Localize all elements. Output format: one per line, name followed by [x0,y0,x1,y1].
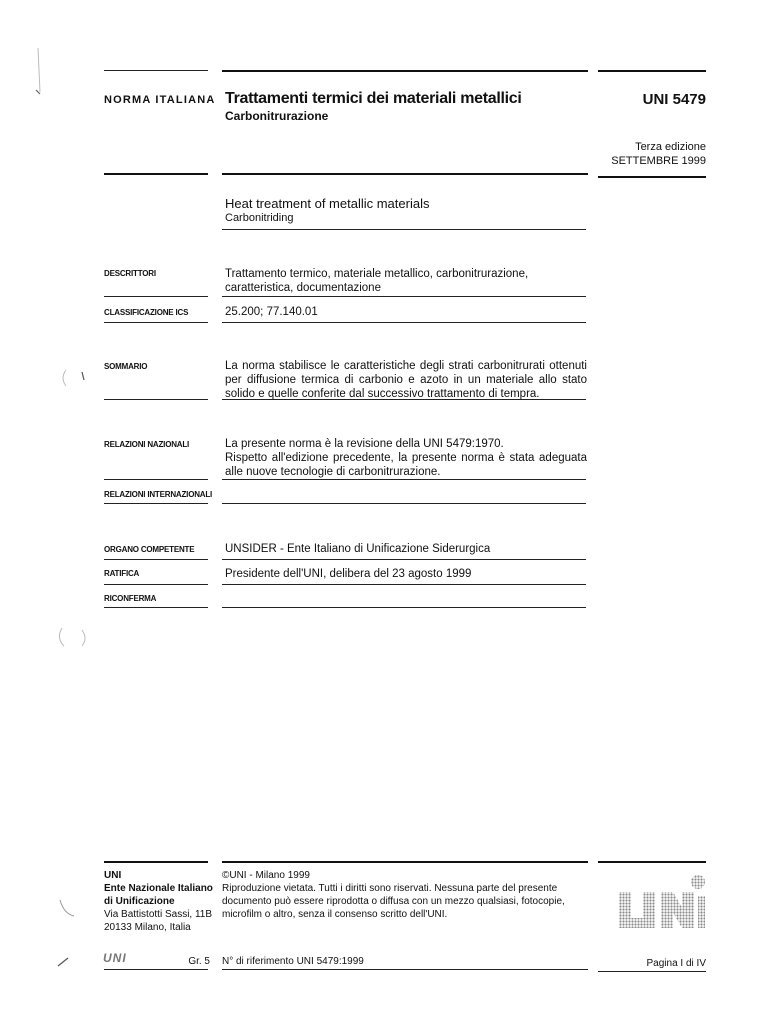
rights-notice: Riproduzione vietata. Tutti i diritti sono riservati. Nessuna parte del presente documento può essere riprodotta o diffusa con un mezzo qualsiasi, fotocopie, microfilm o altro, senza il consenso scritto dell'UNI. [222,883,565,920]
header-bottom-rule-right [598,176,706,178]
scan-marks [0,0,100,1024]
punch-hole-mark [60,900,74,916]
footer-rule-left [104,861,208,863]
header-bottom-rule-left [104,173,208,175]
punch-hole-mark [82,630,85,646]
address-line1: Via Battistotti Sassi, 11B [104,909,213,920]
sommario-rule-left [104,399,208,400]
edition-date: SETTEMBRE 1999 [611,155,706,167]
org-line2: di Unificazione [104,896,175,907]
reference-number: N° di riferimento UNI 5479:1999 [222,956,364,967]
sommario-label: SOMMARIO [104,362,148,371]
page-number: Pagina I di IV [646,958,706,969]
uni-logo [616,872,706,934]
copyright: ©UNI - Milano 1999 [222,870,310,881]
punch-hole-mark [63,370,66,386]
ratifica-value: Presidente dell'UNI, delibera del 23 agosto 1999 [225,568,472,580]
footer-organization [104,869,213,934]
address-line2: 20133 Milano, Italia [104,922,191,933]
scan-mark [82,372,84,380]
english-title: Heat treatment of metallic materials [225,196,430,211]
footer-bottom-rule-middle [222,969,588,970]
document-subtitle: Carbonitrurazione [225,109,329,123]
footer-rule-right [598,861,706,863]
header-rule-middle [222,70,588,72]
riconferma-label: RICONFERMA [104,594,157,603]
header-rule-right [598,70,706,72]
english-rule [222,229,586,230]
riconferma-rule [222,607,586,608]
document-title: Trattamenti termici dei materiali metallici [225,90,522,107]
norma-label: NORMA ITALIANA [104,94,216,106]
footer-bottom-rule-right [598,971,706,972]
relazioni-internazionali-rule-left [104,503,208,504]
org-line1: Ente Nazionale Italiano [104,883,213,894]
organo-rule [222,559,586,560]
descrittori-rule-left [104,296,208,297]
scan-mark [58,958,68,966]
scan-mark [38,48,40,92]
descrittori-value: Trattamento termico, materiale metallico, carbonitrurazione, caratteristica, documentazione [225,268,529,294]
header-bottom-rule-middle [222,173,588,175]
relazioni-nazionali-label: RELAZIONI NAZIONALI [104,440,190,449]
edition-label: Terza edizione [635,141,706,153]
ratifica-rule-left [104,584,208,585]
organo-rule-left [104,559,208,560]
ratifica-label: RATIFICA [104,569,140,578]
ics-value: 25.200; 77.140.01 [225,306,318,318]
organo-label: ORGANO COMPETENTE [104,545,195,554]
scan-mark [36,90,40,94]
group-label: Gr. 5 [188,956,210,967]
riconferma-rule-left [104,607,208,608]
organo-value: UNSIDER - Ente Italiano di Unificazione Siderurgica [225,543,491,555]
uni-logo-graphic [616,872,706,934]
relazioni-nazionali-rule-left [104,479,208,480]
sommario-rule [222,399,586,400]
relazioni-nazionali-rule [222,479,586,480]
descrittori-label: DESCRITTORI [104,269,156,278]
ics-label: CLASSIFICAZIONE ICS [104,308,189,317]
relazioni-nazionali-line1: La presente norma è la revisione della UNI 5479:1970. [225,438,504,450]
descrittori-rule [222,296,586,297]
relazioni-internazionali-label: RELAZIONI INTERNAZIONALI [104,490,213,499]
sommario-value: La norma stabilisce le caratteristiche degli strati carbonitrurati ottenuti per diffusione termica di carbonio e azoto in un materiale allo stato solido e quelle conferite dal successivo trattamento di tempra. [225,360,587,400]
ratifica-rule [222,584,586,585]
ics-rule-left [104,322,208,323]
english-subtitle: Carbonitriding [225,212,294,224]
footer-rule-middle [222,861,588,863]
org-short: UNI [104,870,122,881]
header-rule-left [104,70,208,71]
uni-small-logo: UNI [103,951,127,965]
ics-rule [222,322,586,323]
footer-bottom-rule-left [104,969,208,970]
standard-code: UNI 5479 [642,91,706,108]
relazioni-internazionali-rule [222,503,586,504]
punch-hole-mark [59,628,64,646]
relazioni-nazionali-line2: Rispetto all'edizione precedente, la presente norma è stata adeguata alle nuove tecnologie di carbonitrurazione. [225,452,587,478]
